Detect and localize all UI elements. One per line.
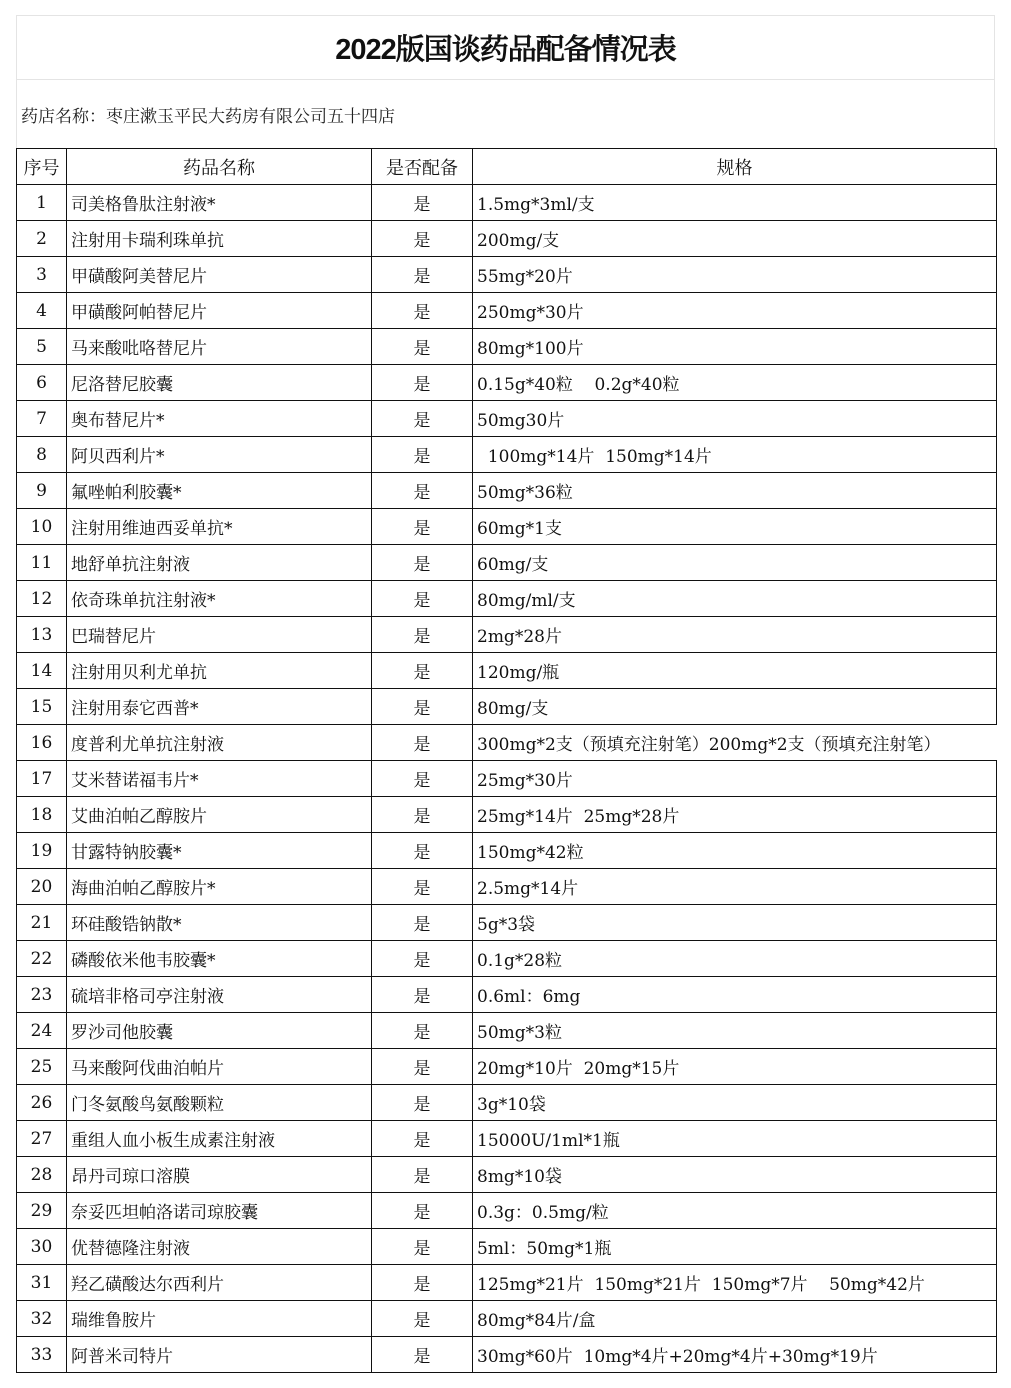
drug-spec: 0.15g*40粒 0.2g*40粒 [473,365,997,401]
equipped-status: 是 [372,437,473,473]
drug-spec: 60mg*1支 [473,509,997,545]
drug-spec: 200mg/支 [473,221,997,257]
table-row [17,941,997,977]
drug-spec: 300mg*2支（预填充注射笔）200mg*2支（预填充注射笔） [473,725,997,761]
table-row [17,1193,997,1229]
table-row [17,581,997,617]
row-number: 5 [17,329,67,365]
drug-spec: 30mg*60片 10mg*4片+20mg*4片+30mg*19片 [473,1337,997,1373]
row-number: 22 [17,941,67,977]
equipped-status: 是 [372,1157,473,1193]
drug-name: 马来酸阿伐曲泊帕片 [67,1049,372,1085]
table-row [17,797,997,833]
row-number: 6 [17,365,67,401]
header-name: 药品名称 [67,149,372,185]
drug-name: 甲磺酸阿美替尼片 [67,257,372,293]
row-number: 1 [17,185,67,221]
equipped-status: 是 [372,653,473,689]
equipped-status: 是 [372,401,473,437]
drug-name: 地舒单抗注射液 [67,545,372,581]
drug-name: 奈妥匹坦帕洛诺司琼胶囊 [67,1193,372,1229]
equipped-status: 是 [372,941,473,977]
header-row [17,149,997,185]
equipped-status: 是 [372,473,473,509]
drug-name: 羟乙磺酸达尔西利片 [67,1265,372,1301]
header-equipped: 是否配备 [372,149,473,185]
drug-spec: 8mg*10袋 [473,1157,997,1193]
row-number: 10 [17,509,67,545]
equipped-status: 是 [372,329,473,365]
row-number: 14 [17,653,67,689]
row-number: 8 [17,437,67,473]
equipped-status: 是 [372,725,473,761]
row-number: 30 [17,1229,67,1265]
table-row [17,1049,997,1085]
equipped-status: 是 [372,761,473,797]
drug-name: 硫培非格司亭注射液 [67,977,372,1013]
table-row [17,473,997,509]
table-row [17,1013,997,1049]
table-row [17,725,997,761]
table-row [17,1229,997,1265]
row-number: 12 [17,581,67,617]
row-number: 13 [17,617,67,653]
table-row [17,221,997,257]
table-row [17,1085,997,1121]
row-number: 9 [17,473,67,509]
equipped-status: 是 [372,257,473,293]
drug-spec: 80mg/ml/支 [473,581,997,617]
equipped-status: 是 [372,365,473,401]
drug-spec: 2mg*28片 [473,617,997,653]
table-row [17,185,997,221]
equipped-status: 是 [372,1085,473,1121]
table-row [17,617,997,653]
equipped-status: 是 [372,1193,473,1229]
table-row [17,1121,997,1157]
drug-spec: 50mg*3粒 [473,1013,997,1049]
row-number: 29 [17,1193,67,1229]
table-row [17,833,997,869]
drug-name: 尼洛替尼胶囊 [67,365,372,401]
row-number: 19 [17,833,67,869]
drug-spec: 120mg/瓶 [473,653,997,689]
drug-name: 巴瑞替尼片 [67,617,372,653]
table-row [17,761,997,797]
store-name: 药店名称：枣庄漱玉平民大药房有限公司五十四店 [21,106,395,127]
table-row [17,293,997,329]
row-number: 24 [17,1013,67,1049]
drug-spec: 15000U/1ml*1瓶 [473,1121,997,1157]
drug-spec: 0.1g*28粒 [473,941,997,977]
table-row [17,1301,997,1337]
drug-name: 注射用维迪西妥单抗* [67,509,372,545]
row-number: 2 [17,221,67,257]
table-row [17,329,997,365]
table-row [17,1157,997,1193]
drug-name: 艾米替诺福韦片* [67,761,372,797]
equipped-status: 是 [372,1013,473,1049]
drug-name: 氟唑帕利胶囊* [67,473,372,509]
drug-name: 度普利尤单抗注射液 [67,725,372,761]
table-row [17,905,997,941]
equipped-status: 是 [372,293,473,329]
row-number: 32 [17,1301,67,1337]
equipped-status: 是 [372,1301,473,1337]
equipped-status: 是 [372,1229,473,1265]
table-row [17,1265,997,1301]
row-number: 4 [17,293,67,329]
drug-name: 依奇珠单抗注射液* [67,581,372,617]
equipped-status: 是 [372,1049,473,1085]
row-number: 20 [17,869,67,905]
drug-name: 甲磺酸阿帕替尼片 [67,293,372,329]
drug-spec: 80mg/支 [473,689,997,725]
drug-spec: 55mg*20片 [473,257,997,293]
drug-spec: 3g*10袋 [473,1085,997,1121]
row-number: 17 [17,761,67,797]
drug-name: 环硅酸锆钠散* [67,905,372,941]
equipped-status: 是 [372,617,473,653]
drug-name: 重组人血小板生成素注射液 [67,1121,372,1157]
drug-name: 阿贝西利片* [67,437,372,473]
equipped-status: 是 [372,833,473,869]
table-row [17,869,997,905]
drug-name: 注射用卡瑞利珠单抗 [67,221,372,257]
store-row [16,80,995,148]
drug-name: 注射用泰它西普* [67,689,372,725]
drug-spec: 250mg*30片 [473,293,997,329]
equipped-status: 是 [372,185,473,221]
drug-name: 罗沙司他胶囊 [67,1013,372,1049]
table-row [17,365,997,401]
drug-name: 注射用贝利尤单抗 [67,653,372,689]
drug-spec: 2.5mg*14片 [473,869,997,905]
drug-name: 门冬氨酸鸟氨酸颗粒 [67,1085,372,1121]
drug-spec: 125mg*21片 150mg*21片 150mg*7片 50mg*42片 [473,1265,997,1301]
drug-name: 阿普米司特片 [67,1337,372,1373]
drug-spec: 25mg*30片 [473,761,997,797]
table-row [17,653,997,689]
drug-spec: 20mg*10片 20mg*15片 [473,1049,997,1085]
row-number: 16 [17,725,67,761]
row-number: 7 [17,401,67,437]
row-number: 25 [17,1049,67,1085]
equipped-status: 是 [372,1337,473,1373]
table-row [17,257,997,293]
row-number: 26 [17,1085,67,1121]
drug-name: 海曲泊帕乙醇胺片* [67,869,372,905]
drug-spec: 150mg*42粒 [473,833,997,869]
row-number: 31 [17,1265,67,1301]
equipped-status: 是 [372,1265,473,1301]
equipped-status: 是 [372,797,473,833]
equipped-status: 是 [372,905,473,941]
equipped-status: 是 [372,581,473,617]
drug-spec: 1.5mg*3ml/支 [473,185,997,221]
equipped-status: 是 [372,869,473,905]
drug-name: 瑞维鲁胺片 [67,1301,372,1337]
drug-spec: 0.3g：0.5mg/粒 [473,1193,997,1229]
drug-name: 甘露特钠胶囊* [67,833,372,869]
drug-name: 磷酸依米他韦胶囊* [67,941,372,977]
row-number: 23 [17,977,67,1013]
table-row [17,545,997,581]
equipped-status: 是 [372,509,473,545]
row-number: 33 [17,1337,67,1373]
drug-spec: 60mg/支 [473,545,997,581]
table-row [17,509,997,545]
drug-name: 马来酸吡咯替尼片 [67,329,372,365]
drug-spec: 50mg*36粒 [473,473,997,509]
table-row [17,1337,997,1373]
drug-name: 艾曲泊帕乙醇胺片 [67,797,372,833]
drug-spec: 100mg*14片 150mg*14片 [473,437,997,473]
row-number: 11 [17,545,67,581]
header-no: 序号 [17,149,67,185]
drug-spec: 5g*3袋 [473,905,997,941]
row-number: 28 [17,1157,67,1193]
drug-spec: 50mg30片 [473,401,997,437]
header-spec: 规格 [473,149,997,185]
drug-spec: 5ml：50mg*1瓶 [473,1229,997,1265]
equipped-status: 是 [372,221,473,257]
drug-name: 奥布替尼片* [67,401,372,437]
drug-table [16,148,997,1373]
table-row [17,401,997,437]
drug-spec: 80mg*100片 [473,329,997,365]
drug-name: 优替德隆注射液 [67,1229,372,1265]
drug-spec: 80mg*84片/盒 [473,1301,997,1337]
title-row [16,15,995,80]
equipped-status: 是 [372,977,473,1013]
table-row [17,689,997,725]
row-number: 15 [17,689,67,725]
page-title: 2022版国谈药品配备情况表 [335,34,676,66]
row-number: 27 [17,1121,67,1157]
table-row [17,977,997,1013]
equipped-status: 是 [372,545,473,581]
drug-name: 昂丹司琼口溶膜 [67,1157,372,1193]
drug-spec: 25mg*14片 25mg*28片 [473,797,997,833]
row-number: 21 [17,905,67,941]
equipped-status: 是 [372,689,473,725]
table-row [17,437,997,473]
row-number: 18 [17,797,67,833]
row-number: 3 [17,257,67,293]
drug-name: 司美格鲁肽注射液* [67,185,372,221]
drug-spec: 0.6ml：6mg [473,977,997,1013]
equipped-status: 是 [372,1121,473,1157]
